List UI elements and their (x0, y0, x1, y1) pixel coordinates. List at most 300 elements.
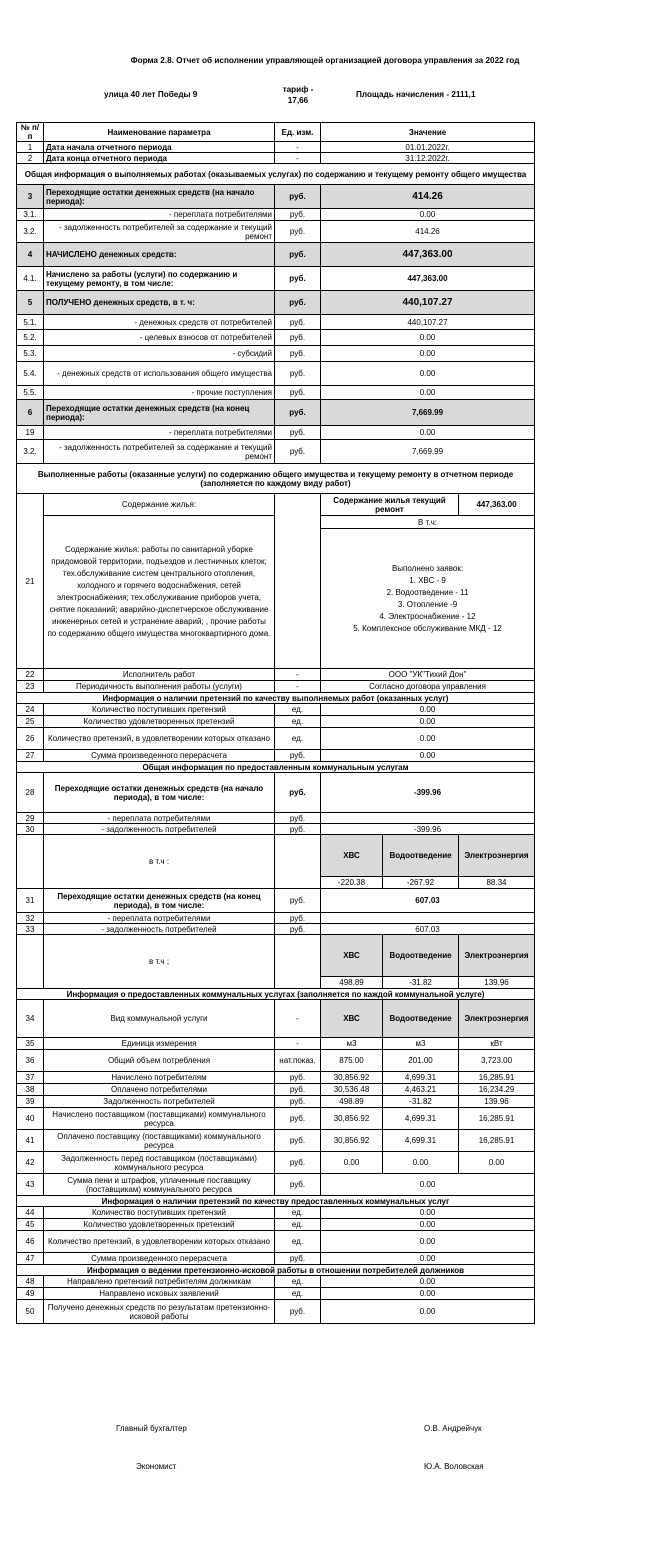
table-row (17, 267, 535, 291)
param-name: - переплата потребителями (44, 209, 275, 221)
section-header: Информация о наличии претензий по качеству предоставленных коммунальных услуг (17, 1196, 535, 1207)
param-name: Дата конца отчетного периода (44, 153, 275, 164)
table-row (17, 1207, 535, 1219)
unit: руб. (275, 1096, 321, 1108)
service-value: 0.00 (321, 1152, 383, 1174)
table-row (17, 1108, 535, 1130)
unit: руб. (275, 1253, 321, 1265)
param-name: - целевых взносов от потребителей (44, 330, 275, 346)
service-value: 498.89 (321, 1096, 383, 1108)
unit: - (275, 681, 321, 693)
row-number: 5.1. (17, 315, 44, 330)
service-value: 201.00 (383, 1050, 459, 1072)
param-name: Дата начала отчетного периода (44, 142, 275, 153)
row-number: 5.4. (17, 362, 44, 386)
row-number: 47 (17, 1253, 44, 1265)
table-row (17, 1174, 535, 1196)
table-row (17, 693, 535, 704)
param-value: 0.00 (321, 1231, 535, 1253)
empty-cell (275, 835, 321, 889)
report-table (16, 122, 535, 1324)
row-number: 43 (17, 1174, 44, 1196)
economist-name: Ю.А. Воловская (424, 1462, 484, 1471)
service-value: 30,856.92 (321, 1072, 383, 1084)
row-number: 19 (17, 426, 44, 440)
param-value: 7,669.99 (321, 400, 535, 426)
col-name: Наименование параметра (44, 123, 275, 142)
service-value: 30,856.92 (321, 1130, 383, 1152)
unit: руб. (275, 221, 321, 243)
service-value: 0.00 (383, 1152, 459, 1174)
request-item: 4. Электроснабжение - 12 (379, 611, 476, 621)
unit: руб. (275, 315, 321, 330)
param-value: Согласно договора управления (321, 681, 535, 693)
param-name: - задолженность потребителей (44, 824, 275, 835)
section-header: Выполненные работы (оказанные услуги) по содержанию общего имущества и текущему ремонту в отчетном периоде (заполняется по каждому виду работ) (17, 464, 535, 494)
unit: руб. (275, 267, 321, 291)
table-row (17, 1219, 535, 1231)
economist-role: Экономист (136, 1462, 177, 1471)
table-row (17, 824, 535, 835)
param-value: 440,107.27 (321, 315, 535, 330)
empty-cell (275, 935, 321, 989)
unit: руб. (275, 386, 321, 400)
param-name: Исполнитель работ (44, 669, 275, 681)
table-row (17, 835, 535, 877)
col-unit: Ед. изм. (275, 123, 321, 142)
row-number: 45 (17, 1219, 44, 1231)
param-value: 0.00 (321, 1174, 535, 1196)
row-number: 44 (17, 1207, 44, 1219)
unit: руб. (275, 1300, 321, 1324)
unit: - (275, 669, 321, 681)
param-name: Количество удовлетворенных претензий (44, 1219, 275, 1231)
including-label: в т.ч : (44, 835, 275, 889)
param-name: - задолженность потребителей за содержание и текущий ремонт (44, 440, 275, 464)
row-number: 50 (17, 1300, 44, 1324)
param-name: - денежных средств от использования общего имущества (44, 362, 275, 386)
param-value: 0.00 (321, 750, 535, 762)
table-row (17, 773, 535, 813)
accountant-role: Главный бухгалтер (116, 1424, 187, 1433)
unit: руб. (275, 209, 321, 221)
row-number: 1 (17, 142, 44, 153)
param-value: 0.00 (321, 1253, 535, 1265)
unit: руб. (275, 330, 321, 346)
service-value: 88.34 (459, 877, 535, 889)
service-value: м3 (321, 1038, 383, 1050)
report-header (0, 84, 650, 114)
param-value: 607.03 (321, 889, 535, 913)
table-row (17, 142, 535, 153)
unit: руб. (275, 440, 321, 464)
param-name: Количество удовлетворенных претензий (44, 716, 275, 728)
service-value: 16,234.29 (459, 1084, 535, 1096)
row-number: 32 (17, 913, 44, 924)
row-number: 33 (17, 924, 44, 935)
row-number: 30 (17, 824, 44, 835)
report-title: Форма 2.8. Отчет об исполнении управляющей организацией договора управления за 2022 год (130, 56, 520, 65)
row-number: 35 (17, 1038, 44, 1050)
param-value: 414.26 (321, 185, 535, 209)
accountant-name: О.В. Андрейчук (424, 1424, 482, 1433)
row-number: 37 (17, 1072, 44, 1084)
table-row (17, 935, 535, 977)
service-value: -31.82 (383, 1096, 459, 1108)
unit: руб. (275, 243, 321, 267)
table-row (17, 1050, 535, 1072)
unit: руб. (275, 773, 321, 813)
service-value: 875.00 (321, 1050, 383, 1072)
empty-cell (17, 835, 44, 889)
unit: руб. (275, 1174, 321, 1196)
table-row (17, 164, 535, 185)
empty-cell (275, 494, 321, 669)
unit: - (275, 1000, 321, 1038)
table-row (17, 681, 535, 693)
param-value: 440,107.27 (321, 291, 535, 315)
row-number: 23 (17, 681, 44, 693)
table-row (17, 1152, 535, 1174)
including-label: В т.ч: (321, 516, 535, 529)
table-row (17, 386, 535, 400)
table-row (17, 426, 535, 440)
requests-list (321, 529, 535, 669)
param-value: 447,363.00 (321, 243, 535, 267)
row-number: 46 (17, 1231, 44, 1253)
request-item: 1. ХВС - 9 (409, 575, 446, 585)
param-name: Периодичность выполнения работы (услуги) (44, 681, 275, 693)
table-row (17, 153, 535, 164)
row-number: 48 (17, 1276, 44, 1288)
works-description: Содержание жилья: работы по санитарной уборке придомовой территории, подъездов и лестничных клеток; тех.обслуживание систем центрального отопления, холодного и горячего водоснабжения, сетей электроснабжения; тех.обслуживание приборов учета, снятие показаний; аварийно-диспетчерское обслуживание инженерных сетей и устранение аварий; , прочие работы по содержанию общего имущества многоквартирного дома. (44, 516, 275, 669)
param-name: Оплачено потребителями (44, 1084, 275, 1096)
table-row (17, 494, 535, 516)
table-row (17, 1265, 535, 1276)
service-value: -31.82 (383, 977, 459, 989)
unit: ед. (275, 728, 321, 750)
table-row (17, 1196, 535, 1207)
unit: руб. (275, 291, 321, 315)
row-number: 40 (17, 1108, 44, 1130)
row-number: 25 (17, 716, 44, 728)
row-number: 31 (17, 889, 44, 913)
table-row (17, 989, 535, 1000)
service-value: 0.00 (459, 1152, 535, 1174)
row-number: 28 (17, 773, 44, 813)
table-row (17, 716, 535, 728)
param-name: ПОЛУЧЕНО денежных средств, в т. ч: (44, 291, 275, 315)
tariff: тариф - 17,66 (282, 85, 314, 105)
row-number: 4.1. (17, 267, 44, 291)
param-value: ООО "УК"Тихий Дон" (321, 669, 535, 681)
service-value: 16,285.91 (459, 1108, 535, 1130)
billing-area: Площадь начисления - 2111,1 (356, 90, 476, 99)
row-number: 27 (17, 750, 44, 762)
table-row (17, 762, 535, 773)
unit: ед. (275, 704, 321, 716)
param-name: Переходящие остатки денежных средств (на начало периода): (44, 185, 275, 209)
request-item: 5. Комплексное обслуживание МКД - 12 (353, 623, 502, 633)
row-number: 4 (17, 243, 44, 267)
row-number: 24 (17, 704, 44, 716)
table-row (17, 1231, 535, 1253)
request-item: 3. Отопление -9 (397, 599, 458, 609)
service-value: 139.96 (459, 977, 535, 989)
table-row (17, 1096, 535, 1108)
row-number: 5.2. (17, 330, 44, 346)
table-row (17, 185, 535, 209)
row-number: 21 (17, 494, 44, 669)
row-number: 39 (17, 1096, 44, 1108)
param-name: - денежных средств от потребителей (44, 315, 275, 330)
row-number: 3.1. (17, 209, 44, 221)
unit: ед. (275, 1288, 321, 1300)
unit: - (275, 1038, 321, 1050)
row-number: 26 (17, 728, 44, 750)
param-name: - субсидий (44, 346, 275, 362)
row-number: 34 (17, 1000, 44, 1038)
unit: руб. (275, 400, 321, 426)
param-name: Оплачено поставщику (поставщиками) коммунального ресурса (44, 1130, 275, 1152)
service-header: Водоотведение (383, 935, 459, 977)
unit: руб. (275, 824, 321, 835)
param-value: 0.00 (321, 209, 535, 221)
unit: руб. (275, 813, 321, 824)
param-name: Вид коммунальной услуги (44, 1000, 275, 1038)
table-row (17, 913, 535, 924)
unit: ед. (275, 716, 321, 728)
service-value: Водоотведение (383, 1000, 459, 1038)
param-name: Начислено потребителям (44, 1072, 275, 1084)
table-row (17, 464, 535, 494)
service-value: 498.89 (321, 977, 383, 989)
table-row (17, 813, 535, 824)
table-row (17, 1038, 535, 1050)
param-name: Переходящие остатки денежных средств (на конец периода), в том числе: (44, 889, 275, 913)
param-value: 7,669.99 (321, 440, 535, 464)
param-name: Переходящие остатки денежных средств (на начало периода), в том числе: (44, 773, 275, 813)
param-value: 0.00 (321, 704, 535, 716)
unit: руб. (275, 1130, 321, 1152)
service-header: ХВС (321, 835, 383, 877)
param-name: Количество поступивших претензий (44, 704, 275, 716)
table-row (17, 243, 535, 267)
row-number: 3.2. (17, 440, 44, 464)
row-number: 38 (17, 1084, 44, 1096)
param-name: НАЧИСЛЕНО денежных средств: (44, 243, 275, 267)
table-row (17, 1276, 535, 1288)
col-value: Значение (321, 123, 535, 142)
unit: руб. (275, 1152, 321, 1174)
table-row (17, 1084, 535, 1096)
table-row (17, 889, 535, 913)
section-header: Информация о наличии претензий по качеству выполняемых работ (оказанных услуг) (17, 693, 535, 704)
param-value: 414.26 (321, 221, 535, 243)
param-value: 0.00 (321, 386, 535, 400)
param-value (321, 913, 535, 924)
request-item: 2. Водоотведение - 11 (386, 587, 469, 597)
row-number: 3 (17, 185, 44, 209)
table-row (17, 1253, 535, 1265)
param-value: 0.00 (321, 1276, 535, 1288)
param-value: 607.03 (321, 924, 535, 935)
unit: руб. (275, 1072, 321, 1084)
service-value: 139.96 (459, 1096, 535, 1108)
unit: руб. (275, 889, 321, 913)
param-name: - переплата потребителями (44, 913, 275, 924)
service-value: 4,699.31 (383, 1108, 459, 1130)
table-row (17, 750, 535, 762)
table-row (17, 669, 535, 681)
param-name: Задолженность перед поставщиком (поставщиками) коммунального ресурса (44, 1152, 275, 1174)
unit: руб. (275, 362, 321, 386)
unit: руб. (275, 346, 321, 362)
param-value: 0.00 (321, 362, 535, 386)
table-row (17, 346, 535, 362)
unit: руб. (275, 924, 321, 935)
service-value: м3 (383, 1038, 459, 1050)
table-row (17, 440, 535, 464)
service-value: 4,699.31 (383, 1130, 459, 1152)
unit: ед. (275, 1219, 321, 1231)
row-number: 36 (17, 1050, 44, 1072)
unit: ед. (275, 1231, 321, 1253)
address: улица 40 лет Победы 9 (104, 90, 198, 99)
service-value: 30,856.92 (321, 1108, 383, 1130)
param-name: Сумма пени и штрафов, уплаченные поставщику (поставщикам) коммунального ресурса (44, 1174, 275, 1196)
row-number: 5.5. (17, 386, 44, 400)
table-row (17, 330, 535, 346)
service-value: 4,463.21 (383, 1084, 459, 1096)
service-header: ХВС (321, 935, 383, 977)
table-row (17, 924, 535, 935)
param-value: 0.00 (321, 330, 535, 346)
empty-cell (17, 935, 44, 989)
row-number: 3.2. (17, 221, 44, 243)
param-value: 0.00 (321, 346, 535, 362)
table-row (17, 704, 535, 716)
col-num: № п/п (17, 123, 44, 142)
param-value: 31.12.2022г. (321, 153, 535, 164)
param-name: Начислено поставщиком (поставщиками) коммунального ресурса (44, 1108, 275, 1130)
table-row (17, 1130, 535, 1152)
section-header: Информация о предоставленных коммунальных услугах (заполняется по каждой коммунальной услуге) (17, 989, 535, 1000)
param-value: 0.00 (321, 716, 535, 728)
row-number: 22 (17, 669, 44, 681)
param-value: 447,363.00 (321, 267, 535, 291)
section-header: Общая информация по предоставленным коммунальным услугам (17, 762, 535, 773)
param-value (321, 813, 535, 824)
param-value: -399.96 (321, 824, 535, 835)
table-row (17, 1072, 535, 1084)
table-row (17, 209, 535, 221)
row-number: 42 (17, 1152, 44, 1174)
param-name: Общий объем потребления (44, 1050, 275, 1072)
service-value: Электроэнергия (459, 1000, 535, 1038)
service-value: 4,699.31 (383, 1072, 459, 1084)
service-value: -220.38 (321, 877, 383, 889)
service-value: 3,723.00 (459, 1050, 535, 1072)
service-header: Водоотведение (383, 835, 459, 877)
section-header: Общая информация о выполняемых работах (оказываемых услугах) по содержанию и текущему ремонту общего имущества (17, 164, 535, 185)
row-number: 5.3. (17, 346, 44, 362)
current-repair-label: Содержание жилья текущий ремонт (321, 494, 459, 516)
table-row (17, 1000, 535, 1038)
service-header: Электроэнергия (459, 935, 535, 977)
param-name: - прочие поступления (44, 386, 275, 400)
unit: руб. (275, 913, 321, 924)
table-row (17, 221, 535, 243)
row-number: 41 (17, 1130, 44, 1152)
param-name: - задолженность потребителей за содержание и текущий ремонт (44, 221, 275, 243)
works-label: Содержание жилья: (44, 494, 275, 516)
current-repair-value: 447,363.00 (459, 494, 535, 516)
table-row (17, 1300, 535, 1324)
param-name: - задолженность потребителей (44, 924, 275, 935)
service-value: 16,285.91 (459, 1130, 535, 1152)
including-label: в т.ч ; (44, 935, 275, 989)
param-name: Единица измерения (44, 1038, 275, 1050)
unit: ед. (275, 1276, 321, 1288)
service-header: Электроэнергия (459, 835, 535, 877)
param-name: Сумма произведенного перерасчета (44, 750, 275, 762)
param-value: 0.00 (321, 1288, 535, 1300)
service-value: 30,536.48 (321, 1084, 383, 1096)
unit: руб. (275, 750, 321, 762)
param-name: Сумма произведенного перерасчета (44, 1253, 275, 1265)
param-value: 0.00 (321, 1207, 535, 1219)
param-value: 0.00 (321, 1300, 535, 1324)
requests-title: Выполнено заявок: (391, 563, 464, 573)
table-row (17, 315, 535, 330)
table-row (17, 728, 535, 750)
report-table-body (17, 123, 535, 1324)
service-value: -267.92 (383, 877, 459, 889)
table-row (17, 362, 535, 386)
unit: руб. (275, 1108, 321, 1130)
unit: руб. (275, 185, 321, 209)
table-row (17, 1288, 535, 1300)
unit: - (275, 142, 321, 153)
unit: нат.показ. (275, 1050, 321, 1072)
unit: руб. (275, 1084, 321, 1096)
table-row (17, 123, 535, 142)
param-name: Количество претензий, в удовлетворении которых отказано (44, 728, 275, 750)
param-name: Направлено претензий потребителям должникам (44, 1276, 275, 1288)
table-row (17, 291, 535, 315)
unit: - (275, 153, 321, 164)
service-value: кВт (459, 1038, 535, 1050)
row-number: 6 (17, 400, 44, 426)
param-name: Количество поступивших претензий (44, 1207, 275, 1219)
table-row (17, 400, 535, 426)
param-value: 0.00 (321, 426, 535, 440)
param-value: 0.00 (321, 728, 535, 750)
row-number: 29 (17, 813, 44, 824)
param-name: Получено денежных средств по результатам претензионно-исковой работы (44, 1300, 275, 1324)
unit: руб. (275, 426, 321, 440)
param-name: Количество претензий, в удовлетворении которых отказано (44, 1231, 275, 1253)
unit: ед. (275, 1207, 321, 1219)
param-name: - переплата потребителями (44, 426, 275, 440)
param-value: 01.01.2022г. (321, 142, 535, 153)
param-value: -399.96 (321, 773, 535, 813)
param-name: Задолженность потребителей (44, 1096, 275, 1108)
row-number: 2 (17, 153, 44, 164)
param-name: - переплата потребителями (44, 813, 275, 824)
service-value: ХВС (321, 1000, 383, 1038)
